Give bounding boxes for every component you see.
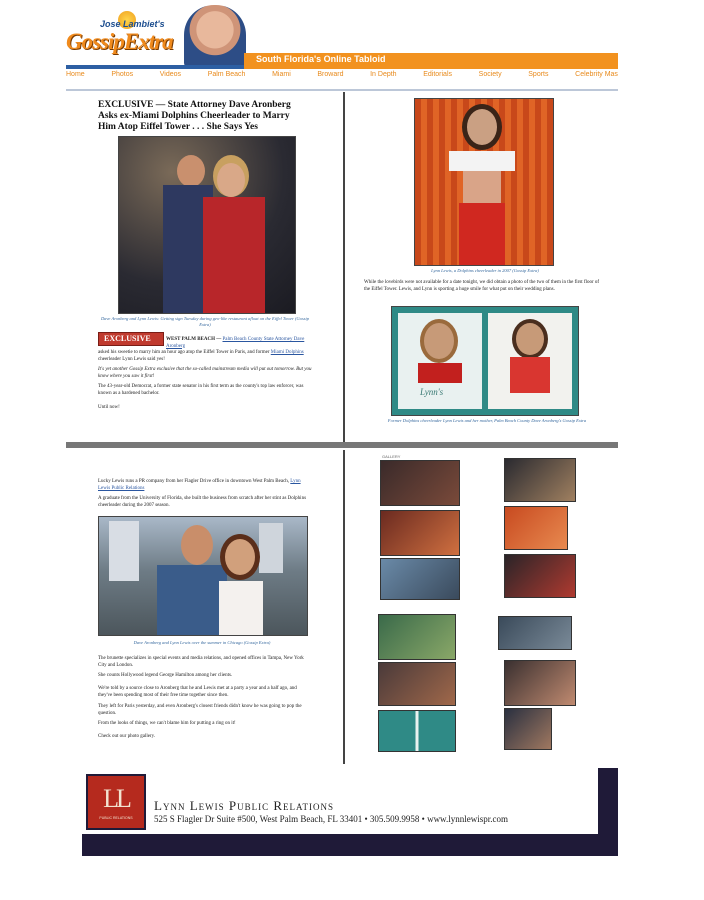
gallery-thumb-12[interactable] <box>504 708 552 750</box>
dateline-city: WEST PALM BEACH — <box>166 337 222 342</box>
tagline: South Florida's Online Tabloid <box>256 54 386 64</box>
nav-celebrity[interactable]: Celebrity Mas <box>575 71 618 78</box>
dateline-link[interactable]: Palm Beach County State Attorney Dave Aronberg <box>166 337 305 349</box>
cheerleader-photo[interactable] <box>414 98 554 266</box>
dateline <box>166 337 316 350</box>
photo-torso <box>463 171 501 203</box>
lynn-lewis-pr-link[interactable]: Lynn Lewis Public Relations <box>98 479 301 491</box>
nav-videos[interactable]: Videos <box>159 71 182 78</box>
section-divider <box>66 442 618 448</box>
calendar-title: Lynn's <box>420 387 444 397</box>
main-nav <box>66 71 618 85</box>
nav-editorials[interactable]: Editorials <box>423 71 453 78</box>
photo-caption: Dave Aronberg and Lynn Lewis: Getting sign Tuesday during geo-like restaurant afloat on the Eiffel Tower (Gossip Extra) <box>100 316 310 327</box>
editor-portrait <box>184 5 246 67</box>
paragraph-4: Until now! <box>98 405 120 410</box>
calendar-outfit-right <box>510 357 550 393</box>
engagement-photo[interactable] <box>118 136 296 314</box>
gallery-thumb-9[interactable] <box>378 662 456 706</box>
nav-sports[interactable]: Sports <box>528 71 549 78</box>
photo-head <box>467 109 497 145</box>
header-accent-bar <box>66 65 244 69</box>
photo-head-woman <box>225 539 255 575</box>
lynn-lewis-logo[interactable] <box>86 774 146 830</box>
gallery-thumb-11[interactable] <box>378 710 456 752</box>
gallery-thumb-8[interactable] <box>498 616 572 650</box>
photo-figure-coat <box>203 197 265 313</box>
chicago-photo[interactable] <box>98 516 308 636</box>
footer-banner <box>82 768 618 856</box>
photo-head-man <box>181 525 213 565</box>
chicago-caption: Dave Aronberg and Lynn Lewis over the summer in Chicago (Gossip Extra) <box>133 640 271 645</box>
nav-home[interactable]: Home <box>66 71 85 78</box>
calendar-page-left <box>398 313 482 409</box>
gallery-thumb-5[interactable] <box>380 558 460 600</box>
article-headline[interactable]: EXCLUSIVE — State Attorney Dave Aronberg Asks ex-Miami Dolphins Cheerleader to Marry Him Atop Eiffel Tower . . . She Says Yes <box>98 100 291 132</box>
photo-building-2 <box>259 523 283 573</box>
gallery-thumb-6[interactable] <box>504 554 576 598</box>
column-divider-top <box>343 92 345 444</box>
photo-figure-head-2 <box>217 163 245 197</box>
logo-text: GossipExtra <box>66 29 173 54</box>
footer-bottom-bar <box>82 834 618 856</box>
paragraph-3: The 43-year-old Democrat, a former state senator in his first term as the county's top law enforcer, was known as a hardened bachelor. <box>98 384 304 396</box>
calendar-page-right <box>488 313 572 409</box>
gallery-thumb-7[interactable] <box>378 614 456 660</box>
logo-monogram: LL <box>103 784 129 813</box>
nav-miami[interactable]: Miami <box>272 71 291 78</box>
lead-end: cheerleader Lynn Lewis said yes! <box>98 356 165 362</box>
article3-p1-text: Lucky Lewis runs a PR company from her Flagler Drive office in downtown West Palm Beach, <box>98 479 290 484</box>
exclusive-badge <box>98 332 164 346</box>
calendar-outfit-left <box>418 363 462 383</box>
article3-p3: The brunette specializes in special events and media relations, and opened offices in Tampa, New York City and London. <box>98 656 304 668</box>
logo-subtitle: PUBLIC RELATIONS <box>99 816 133 820</box>
calendar-head-left <box>424 323 454 359</box>
logo-byline: Jose Lambiet's <box>100 19 165 29</box>
article3-p6: They left for Paris yesterday, and even Aronberg's closest friends didn't know he was going to pop the question. <box>98 704 302 716</box>
site-header <box>66 5 618 89</box>
article3-p4: She counts Hollywood legend George Hamilton among her clients. <box>98 673 233 678</box>
photo-shirt-man <box>157 565 227 635</box>
nav-society[interactable]: Society <box>478 71 502 78</box>
article3-p2: A graduate from the University of Florida, she built the business from scratch after her stint as Dolphins cheerleader during the 2007 season. <box>98 496 307 508</box>
nav-photos[interactable]: Photos <box>111 71 134 78</box>
lead-paragraph <box>98 350 312 363</box>
article3-p1 <box>98 479 312 492</box>
article3-p7: From the looks of things, we can't blame him for putting a ring on it! <box>98 721 236 726</box>
photo-uniform <box>459 203 505 265</box>
tagline-bar <box>244 53 618 69</box>
article2-body: While the lovebirds were not available for a date tonight, we did obtain a photo of the two of them in the first floor of the Eiffel Tower. Lewis, and Lynn is sporting a huge smile for what put on their wedding plans. <box>364 280 600 292</box>
calendar-head-right <box>516 323 544 355</box>
calendar-caption: Former Dolphins cheerleader Lynn Lewis and her mother, Palm Beach County Dave Aronberg's Gossip Extra <box>387 418 587 423</box>
photo-building-1 <box>109 521 139 581</box>
photo-figure-head <box>177 155 205 187</box>
photo-top-woman <box>219 581 263 635</box>
gossipextra-logo[interactable] <box>66 17 184 65</box>
nav-broward[interactable]: Broward <box>317 71 344 78</box>
dolphins-link[interactable]: Miami Dolphins <box>270 350 304 355</box>
gallery-thumb-4[interactable] <box>504 506 568 550</box>
gallery-thumb-10[interactable] <box>504 660 576 706</box>
gallery-thumb-3[interactable] <box>380 510 460 556</box>
photo-jacket <box>449 151 515 171</box>
lead-text: asked his sweetie to marry him an hour ago atop the Eiffel Tower in Paris, and former <box>98 350 270 355</box>
firm-address: 525 S Flagler Dr Suite #500, West Palm Beach, FL 33401 • 305.509.9958 • www.lynnlewispr.com <box>154 814 508 824</box>
calendar-photo[interactable] <box>391 306 579 416</box>
paragraph-2: It's yet another Gossip Extra exclusive that the so-called mainstream media will put out tomorrow. But you know where you saw it first! <box>98 367 312 379</box>
gallery-thumb-2[interactable] <box>504 458 576 502</box>
gallery-label: GALLERY <box>382 454 401 459</box>
exclusive-badge-label: EXCLUSIVE <box>104 334 151 343</box>
nav-underline <box>66 89 618 91</box>
nav-in-depth[interactable]: In Depth <box>370 71 397 78</box>
cheerleader-caption: Lynn Lewis, a Dolphins cheerleader in 2007 (Gossip Extra) <box>431 268 539 273</box>
article3-p5: We're told by a source close to Aronberg that he and Lewis met at a party a year and a half ago, and they've been spending most of their free time together since then. <box>98 686 297 698</box>
column-divider-bottom <box>343 450 345 764</box>
firm-name: Lynn Lewis Public Relations <box>154 798 335 813</box>
gallery-thumb-1[interactable] <box>380 460 460 506</box>
article3-p8[interactable]: Check out our photo gallery. <box>98 734 156 739</box>
nav-palm-beach[interactable]: Palm Beach <box>207 71 246 78</box>
